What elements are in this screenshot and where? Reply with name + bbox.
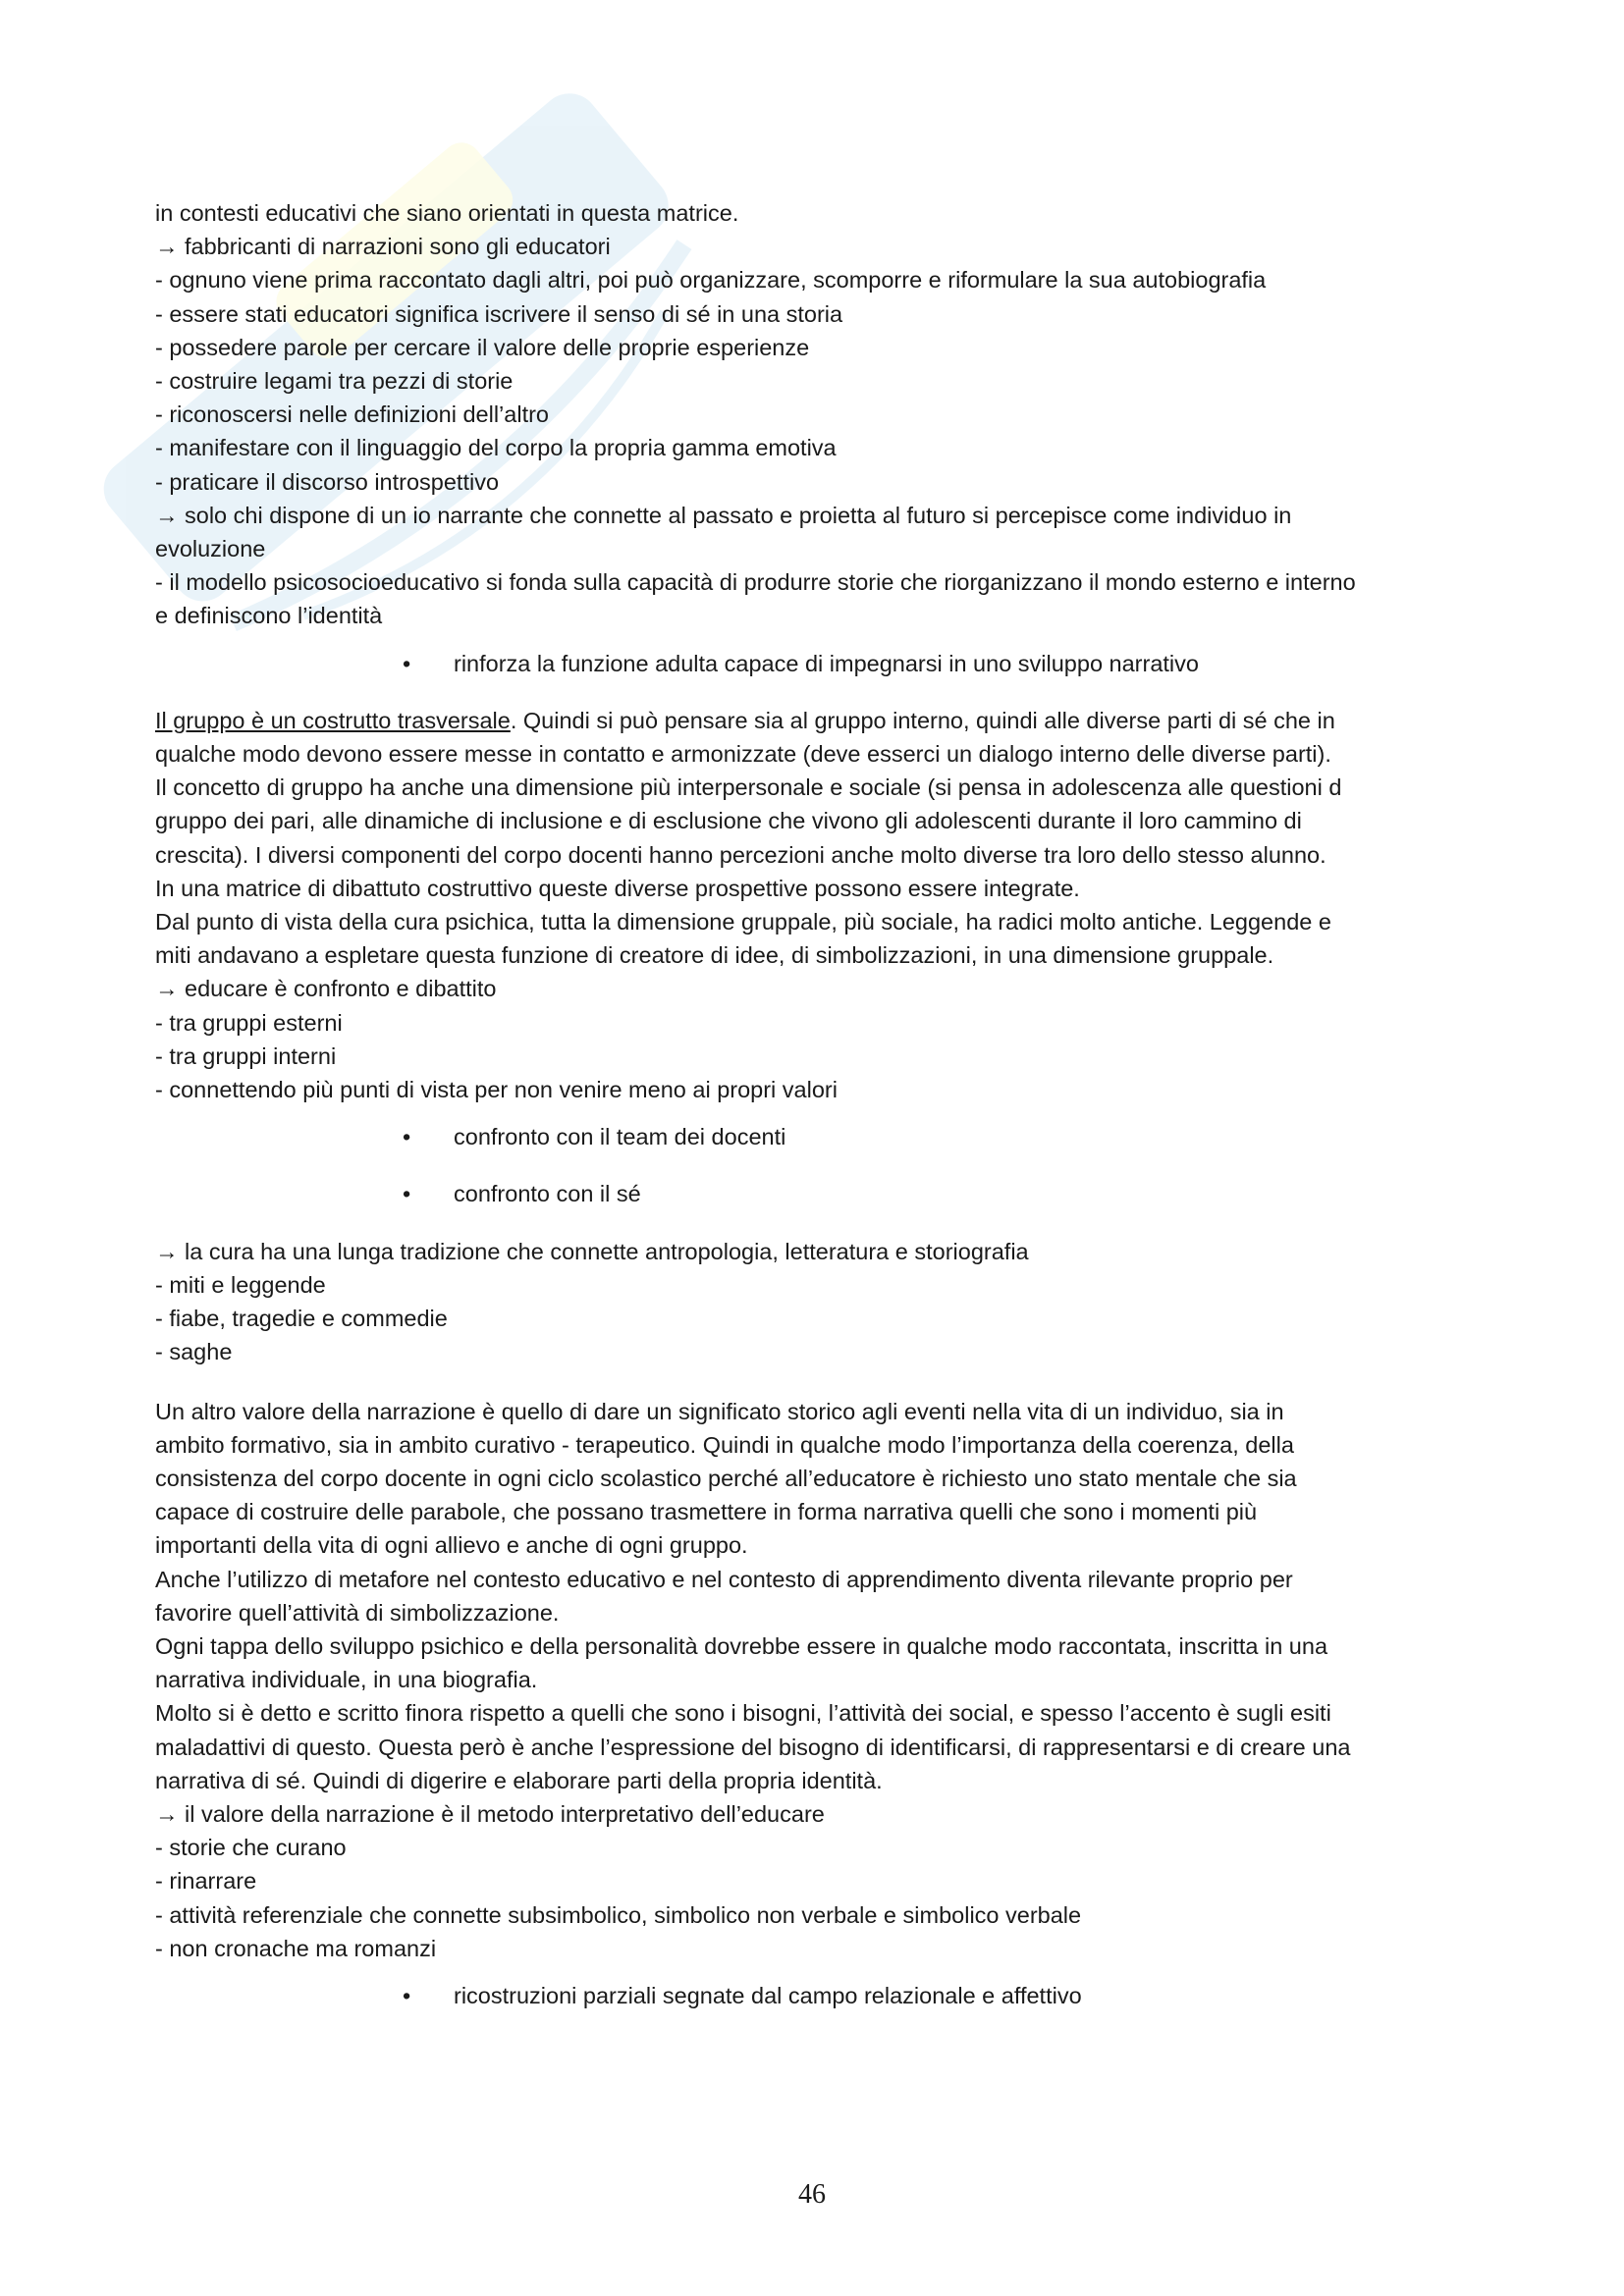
text-line: ambito formativo, sia in ambito curativo - terapeutico. Quindi in qualche modo l’importanza della coerenza, della [155,1431,1294,1458]
bullet-text: rinforza la funzione adulta capace di impegnarsi in uno sviluppo narrativo [454,650,1199,676]
arrow-icon: → [155,1800,179,1827]
arrow-line [155,1235,1490,1268]
text-line: capace di costruire delle parabole, che possano trasmettere in forma narrativa quelli che sono i momenti più [155,1499,1258,1525]
arrow-icon: → [155,976,179,1002]
text-line: narrativa di sé. Quindi di digerire e elaborare parti della propria identità. [155,1767,883,1793]
text-line: e definiscono l’identità [155,603,383,629]
text-line: - connettendo più punti di vista per non venire meno ai propri valori [155,1077,838,1103]
arrow-text: solo chi dispone di un io narrante che connette al passato e proietta al futuro si percepisce come individuo in [185,502,1292,528]
arrow-line [155,1797,1490,1831]
bullet-text: ricostruzioni parziali segnate dal campo relazionale e affettivo [454,1982,1082,2008]
underlined-heading: Il gruppo è un costrutto trasversale [155,707,511,733]
text-line: qualche modo devono essere messe in contatto e armonizzate (deve esserci un dialogo interno delle diverse parti). [155,741,1331,768]
text-line: gruppo dei pari, alle dinamiche di inclusione e di esclusione che vivono gli adolescenti durante il loro cammino di [155,808,1302,834]
text-line: - il modello psicosocioeducativo si fonda sulla capacità di produrre storie che riorganizzano il mondo esterno e interno [155,569,1356,596]
bullet-text: confronto con il sé [454,1181,641,1207]
bullet-text: confronto con il team dei docenti [454,1124,786,1150]
page-content [155,196,1490,2036]
text-line: Un altro valore della narrazione è quello di dare un significato storico agli eventi nella vita di un individuo, sia in [155,1398,1284,1424]
bullet-item [155,1120,1490,1153]
text-line: favorire quell’attività di simbolizzazione. [155,1599,560,1626]
arrow-text: la cura ha una lunga tradizione che connette antropologia, letteratura e storiografia [185,1238,1029,1264]
text-line: - tra gruppi interni [155,1042,337,1069]
arrow-text: fabbricanti di narrazioni sono gli educatori [185,234,611,260]
text-line: - costruire legami tra pezzi di storie [155,368,514,395]
text-line: importanti della vita di ogni allievo e anche di ogni gruppo. [155,1532,748,1559]
text-line: crescita). I diversi componenti del corpo docenti hanno percezioni anche molto diverse tra loro dello stesso alunno. [155,841,1326,868]
text-line: - rinarrare [155,1868,257,1895]
arrow-text: il valore della narrazione è il metodo interpretativo dell’educare [185,1800,825,1827]
bullet-icon: • [403,1181,411,1207]
arrow-line [155,230,1490,263]
bullet-icon: • [403,1982,411,2008]
bullet-item [155,1177,1490,1210]
arrow-icon: → [155,234,179,260]
text-line: - riconoscersi nelle definizioni dell’altro [155,401,549,428]
text-line [155,704,1490,737]
text-line: - essere stati educatori significa iscrivere il senso di sé in una storia [155,300,843,327]
text-line: maladattivi di questo. Questa però è anche l’espressione del bisogno di identificarsi, di rappresentarsi e di creare una [155,1734,1351,1760]
arrow-icon: → [155,502,179,528]
bullet-icon: • [403,650,411,676]
text-line: - ognuno viene prima raccontato dagli altri, poi può organizzare, scomporre e riformulare la sua autobiografia [155,267,1267,294]
text-line: narrativa individuale, in una biografia. [155,1667,538,1693]
text-line: evoluzione [155,536,266,562]
text-line: - possedere parole per cercare il valore delle proprie esperienze [155,334,810,360]
text-span: . Quindi si può pensare sia al gruppo interno, quindi alle diverse parti di sé che in [510,707,1335,733]
bullet-item [155,1979,1490,2012]
text-line: In una matrice di dibattuto costruttivo queste diverse prospettive possono essere integrate. [155,875,1080,901]
text-line: - tra gruppi esterni [155,1009,343,1036]
arrow-icon: → [155,1238,179,1264]
arrow-line [155,499,1490,532]
paragraph-gap [155,1369,1490,1395]
text-line: - non cronache ma romanzi [155,1935,437,1961]
text-line: consistenza del corpo docente in ogni ciclo scolastico perché all’educatore è richiesto uno stato mentale che sia [155,1465,1297,1491]
text-line: Dal punto di vista della cura psichica, tutta la dimensione gruppale, più sociale, ha radici molto antiche. Leggende e [155,909,1331,935]
text-line: miti andavano a espletare questa funzione di creatore di idee, di simbolizzazioni, in una dimensione gruppale. [155,942,1274,969]
text-line: Anche l’utilizzo di metafore nel contesto educativo e nel contesto di apprendimento diventa rilevante proprio per [155,1566,1293,1592]
page-number: 46 [798,2179,826,2210]
text-line: - saghe [155,1339,233,1365]
text-line: - miti e leggende [155,1271,326,1298]
text-line: in contesti educativi che siano orientati in questa matrice. [155,200,739,226]
text-line: Il concetto di gruppo ha anche una dimensione più interpersonale e sociale (si pensa in adolescenza alle questioni d [155,774,1342,801]
text-line: - manifestare con il linguaggio del corpo la propria gamma emotiva [155,435,837,461]
text-line: Ogni tappa dello sviluppo psichico e della personalità dovrebbe essere in qualche modo raccontata, inscritta in una [155,1632,1328,1659]
arrow-line [155,972,1490,1005]
bullet-icon: • [403,1124,411,1150]
text-line: - storie che curano [155,1835,347,1861]
text-line: - praticare il discorso introspettivo [155,468,500,495]
text-line: Molto si è detto e scritto finora rispetto a quelli che sono i bisogni, l’attività dei social, e spesso l’accento è sugli esiti [155,1700,1331,1727]
text-line: - fiabe, tragedie e commedie [155,1306,448,1332]
text-line: - attività referenziale che connette subsimbolico, simbolico non verbale e simbolico verbale [155,1901,1082,1928]
arrow-text: educare è confronto e dibattito [185,976,497,1002]
bullet-item [155,647,1490,680]
